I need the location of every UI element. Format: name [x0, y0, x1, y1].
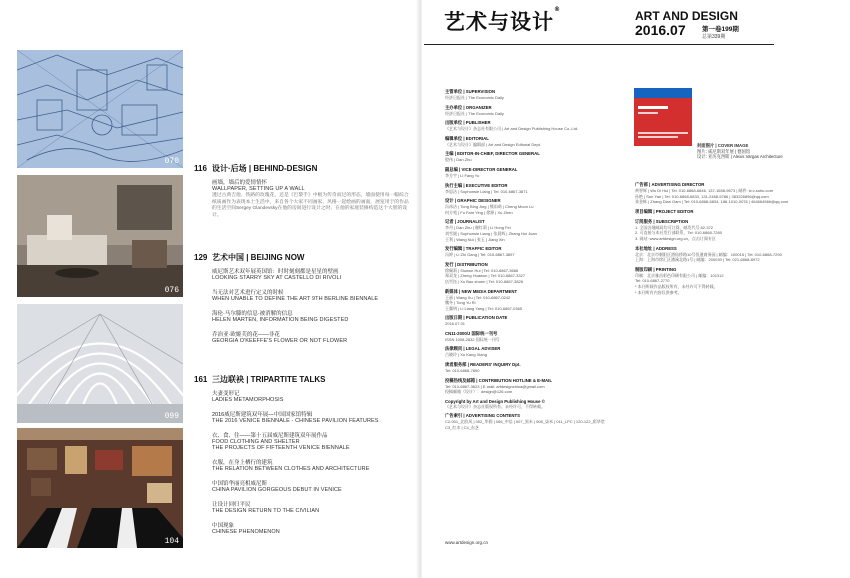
toc-page-number: 129	[194, 253, 208, 262]
thumbnail-page-number: 104	[164, 537, 179, 546]
city-drawing-icon	[17, 50, 183, 168]
masthead-value: * 本刊所有内容仅供参考。	[635, 289, 682, 295]
thumbnail-page-number: 076	[164, 286, 179, 295]
masthead-value: 1. 全国各地邮局均可订阅，邮发代号 82-372	[635, 224, 714, 230]
masthead-label: 设计 | GRAPHIC DESIGNER	[445, 198, 501, 204]
toc-item-title-cn[interactable]: 夫妻变形记	[212, 391, 240, 397]
masthead-label: 项目编辑 | PROJECT EDITOR	[635, 208, 694, 214]
thumbnail-076[interactable]	[17, 175, 183, 297]
toc-item-title-en[interactable]: CHINA PAVILION GORGEOUS DEBUT IN VENICE	[212, 487, 342, 493]
toc-item-title-en[interactable]: FOOD CLOTHING AND SHELTER THE PROJECTS OF FIFTEENTH VENICE BIENNALE	[212, 439, 350, 451]
masthead-value: 冯冰洁 | Tong Bing Jing | 熊雨萌 | Cheng Moon Lu	[445, 204, 534, 210]
toc-item-title-cn[interactable]: 画墙，墙后的爱情情怀	[212, 180, 268, 186]
masthead-value: 王利 | Wang Nui | 张玉 | Jiang Xin	[445, 236, 505, 242]
toc-section-tripartite-talks	[194, 374, 409, 535]
masthead-value: 郑双龙 | Zheng Huawun | Tel: 010-6867-3327	[445, 273, 526, 279]
toc-item-title-en[interactable]: WALLPAPER, SETTING UP A WALL	[212, 186, 305, 192]
toc-section-heading[interactable]	[194, 374, 409, 385]
masthead-label: 主管单位 | SUPERVISION	[445, 89, 496, 94]
masthead-value: 何方苑 | Fu Fam Ying | 徐源 | Xu Zhen	[445, 209, 513, 215]
masthead-value: Tel: 010-6867-2770	[635, 278, 670, 284]
toc-item-title-cn[interactable]: 中国馆华丽亮相威尼斯	[212, 481, 268, 487]
masthead-label: 记者 | JOURNALIST	[445, 219, 485, 225]
toc-page-number: 161	[194, 375, 208, 384]
interior-room-icon	[17, 175, 183, 297]
masthead-label: 发行 | DISTRIBUTION	[445, 261, 488, 267]
issue-total-number: 总第339期	[702, 34, 726, 40]
toc-item-title-cn[interactable]: 2016威尼斯建筑双年展—中国国家馆特辑	[212, 412, 313, 418]
masthead-value: 刘雪媛 | Sophonsie Liang | 张晨辉 | Zhang Hui Juan	[445, 230, 537, 236]
masthead-value: Tel: 010-6868-7890	[445, 368, 480, 374]
toc-item-title-en[interactable]: WHEN UNABLE TO DEFINE THE ART 9TH BERLINE BIENNALE	[212, 296, 379, 302]
thumbnail-page-number: 070	[164, 157, 179, 166]
masthead-value: C3_红木 | C4_东芝	[445, 425, 479, 431]
masthead-value: 王丽 | Wang Xu | Tel: 010-6867-0242	[445, 294, 511, 300]
masthead-label: 编辑单位 | EDITORIAL	[445, 135, 489, 141]
masthead-label: 本社地址 | ADDRESS	[635, 245, 677, 251]
toc-item-title-cn[interactable]: 乔治亚·欧姬芙的花——非花	[212, 332, 280, 338]
toc-section-title: 三边联袂 | TRIPARTITE TALKS	[212, 375, 326, 384]
toc-item-title-en[interactable]: THE DESIGN RETURN TO THE CIVILIAN	[212, 508, 320, 514]
website-url[interactable]: www.artdesign.org.cn	[445, 540, 489, 545]
arched-hall-icon	[17, 304, 183, 423]
thumbnail-070[interactable]	[17, 50, 183, 168]
toc-page-number: 116	[194, 164, 207, 173]
toc-item-title-en[interactable]: LOOKING STARRY SKY AT CASTELLO DI RIVOLI	[212, 275, 342, 281]
header-divider	[424, 44, 774, 45]
toc-item-title-en[interactable]: GEORGIA O'KEEFFE'S FLOWER OR NOT FLOWER	[212, 338, 348, 344]
masthead-value: 张金栋 | Zhang Dian Gam | Tel: 010-6868-6834, 186-1010-0076 | 464664566@qq.com	[635, 199, 789, 205]
masthead-label: 广告部 | ADVERTISING DIRECTOR	[635, 182, 705, 187]
masthead-label: 法律顾问 | LEGAL ADVISER	[445, 346, 501, 352]
masthead-label: 执行主编 | EXECUTIVE EDITOR	[445, 182, 508, 188]
toc-item-title-cn[interactable]: 中国现象	[212, 523, 235, 529]
issue-date: 2016.07	[635, 22, 686, 38]
masthead-value: 北京：北京市朝阳区酒仙桥路10号恒通商务园 | 邮编：100015 | Tel: 010-6868-7290	[635, 251, 782, 257]
masthead-value: 殷伟 | Dan Zhu	[445, 157, 472, 163]
masthead-value: 冯婷 | Li Zhi Gang | Tel: 010-6867-3897	[445, 252, 515, 258]
toc-item-title-en[interactable]: CHINESE PHENOMENON	[212, 529, 280, 535]
masthead-value: 孙艳 | Sun Yan | Tel: 010-6868-6833, 131-2468-5786 | 383226896@qq.com	[635, 193, 769, 199]
cover-caption-line: 设计: 亚历克西斯 | Alexis Vargas Architecture	[697, 154, 783, 159]
toc-section-title: 设计·后场 | BEHIND-DESIGN	[212, 164, 318, 173]
magazine-cover-icon	[634, 88, 692, 146]
masthead-value: 上海：上海市徐汇区漕溪北路1号 | 邮编：200030 | Tel: 021-6868-8972	[635, 257, 760, 263]
toc-item-title-cn[interactable]: 让设计回归平民	[212, 502, 251, 508]
thumbnail-page-number: 099	[164, 412, 179, 421]
thumbnail-104[interactable]	[17, 428, 183, 548]
toc-item-title-en[interactable]: THE RELATION BETWEEN CLOTHES AND ARCHITECTURE	[212, 466, 370, 472]
masthead-value: 经济日报社 | The Economic Daily	[445, 110, 504, 116]
masthead-value: 王翼明 | Li Liang Yang | Tel: 010-6867-0365	[445, 305, 523, 311]
registered-mark: ®	[554, 6, 561, 13]
cover-caption-label: 封面图片 | COVER IMAGE	[697, 143, 749, 148]
masthead-credits	[445, 85, 605, 431]
masthead-label: 主编 | EDITOR-IN-CHIEF, DIRECTOR GENERAL	[445, 151, 540, 157]
toc-item-title-cn[interactable]: 衣、食、住——第十五届威尼斯建筑双年展作品	[212, 433, 328, 439]
thumbnail-099[interactable]	[17, 304, 183, 423]
masthead-label: Copyright by Art and Design Publishing House ©	[445, 398, 545, 404]
magazine-english-title: ART AND DESIGN	[635, 9, 738, 23]
masthead-label: 主办单位 | ORGANIZER	[445, 104, 492, 110]
toc-item-title-cn[interactable]: 当无法对艺术进行定义的时候	[212, 290, 284, 296]
masthead-value: 经济日报社 | The Economic Daily	[445, 95, 504, 100]
masthead-label: 广告索引 | ADVERTISING CONTENTS	[445, 413, 520, 419]
masthead-label: 投稿热线及邮箱 | CONTRIBUTION HOTLINE & E-MAIL	[445, 377, 552, 383]
toc-section-heading[interactable]	[194, 252, 409, 263]
toc-item-title-cn[interactable]: 威尼斯艺术双年展英国馆：时时刻刻都是星星的壁画	[212, 269, 339, 275]
masthead-label: 发行编辑 | TRAFFIC EDITOR	[445, 246, 502, 252]
masthead-business-info	[635, 178, 795, 295]
cover-caption	[697, 143, 783, 160]
masthead-value: 魏冬 | Tong Yu Ri	[445, 300, 476, 306]
magazine-logo	[444, 6, 561, 36]
masthead-value: 2016.07.01	[445, 321, 466, 327]
masthead-label: 出版日期 | PUBLICATION DATE	[445, 315, 508, 321]
toc-section-behind-design	[194, 163, 409, 219]
toc-item-title-en[interactable]: THE 2016 VENICE BIENNALE - CHINESE PAVILION FEATURES	[212, 418, 379, 424]
masthead-value: 《艺术与设计》杂志社版权所有。未经许可，不得转载。	[445, 403, 545, 409]
masthead-value: 李丹 | Dan Zhu | 谢红莉 | Li Hong Fei	[445, 225, 511, 231]
magazine-logo-text: 艺术与设计	[444, 10, 554, 34]
toc-section-beijing-now	[194, 252, 409, 344]
masthead-value: 2. 可直接与本社发行部联系，Tel: 010-6868-7280	[635, 230, 722, 236]
masthead-value: 《艺术与设计》编辑部 | Art and Design Editorial Dept.	[445, 141, 541, 147]
cover-thumbnail[interactable]	[634, 88, 692, 146]
masthead-label: 副总编 | VICE-DIRECTOR GENERAL	[445, 166, 518, 172]
masthead-value: * 本刊所载作品版权所有，未经许可不得转载。	[635, 283, 718, 289]
masthead-value: 3. 网站: www.artdesign.org.cn，点击订阅专区	[635, 235, 716, 241]
masthead-label: 新媒体 | NEW MEDIA DEPARTMENT	[445, 288, 518, 294]
masthead-value: Tel: 010-6867-3623 | E-mail: artdesignchina@gmail.com	[445, 383, 545, 389]
gallery-room-icon	[17, 428, 183, 548]
masthead-value: 伍雪钰 | Xu Bao shuen | Tel: 010-6867-3826	[445, 278, 524, 284]
issue-number: 第一卷199期	[702, 26, 739, 33]
toc-item-description: 透过古典吉他、铁路的玫瑰花，还是《巴黎手》中极为传奇而过的形态，墙面使用每一幅综合纸质画作为表现本土生活中，来自各个大家不同画家、风格一起绘画的画面，展室用于的作品的生活空间Sergey Glandevsky在他的房间进行设计之时，在他的家庭装修构造这个大胆的设计。	[212, 193, 409, 218]
masthead-label: 出版单位 | PUBLISHER	[445, 120, 491, 126]
toc-item-title-cn[interactable]: 衣服，在身上栖行的建筑	[212, 460, 273, 466]
masthead-value: 《艺术与设计》杂志社有限公司 | Art and Design Publishing House Co.,Ltd.	[445, 126, 579, 132]
masthead-value: 李方宇 | Li Fang Yu	[445, 172, 480, 178]
masthead-value: 徐佩莉 | Siuwun Hui | Tel: 010-6867-3666	[445, 267, 519, 273]
masthead-value: 黄智辉 | Wu Di Hui | Tel: 010-6868-6846, 137-1658-9673 | 邮件: tv.c.sohu.com	[635, 188, 774, 193]
toc-item-title-en[interactable]: HELEN MARTEN, INFORMATION BEING DIGESTED	[212, 317, 349, 323]
cover-caption-line: 图片: 威尼斯双年展 | 德国馆	[697, 148, 751, 154]
masthead-value: 印制：北京雅昌彩色印刷有限公司 | 邮编：101312	[635, 272, 724, 278]
toc-item-title-cn[interactable]: 海伦·马尔滕的信息·被消解的信息	[212, 311, 293, 317]
masthead-value: 投稿邮箱（设计）：design@126.com	[445, 389, 513, 395]
masthead-label: 制版印刷 | PRINTING	[635, 266, 677, 272]
masthead-label: 订阅服务 | SUBSCRIPTION	[635, 218, 689, 224]
toc-section-heading[interactable]	[194, 163, 409, 174]
masthead-label: CN11-2000/J 国际统一刊号	[445, 330, 498, 336]
masthead-value: 李思洁 | Sophonsie Liang | Tel: 010-6867-3871	[445, 188, 528, 194]
masthead-label: 读者服务部 | READERS' INQUIRY Dpt.	[445, 362, 521, 368]
masthead-value: ISSN 1008-2832 国际统一刊号	[445, 336, 500, 342]
masthead-value: C2-001_北欧风 | 002_华润 | 006_中信 | 007_黑米 | 008_柒米 | 011_LPC | 120-122_彩华堂	[445, 419, 605, 425]
toc-section-title: 艺术中国 | BEIJING NOW	[212, 253, 305, 262]
masthead-value: 吕晓玲 | Xu Kang Xiang	[445, 352, 487, 358]
toc-item-title-en[interactable]: LADIES METAMORPHOSIS	[212, 397, 284, 403]
